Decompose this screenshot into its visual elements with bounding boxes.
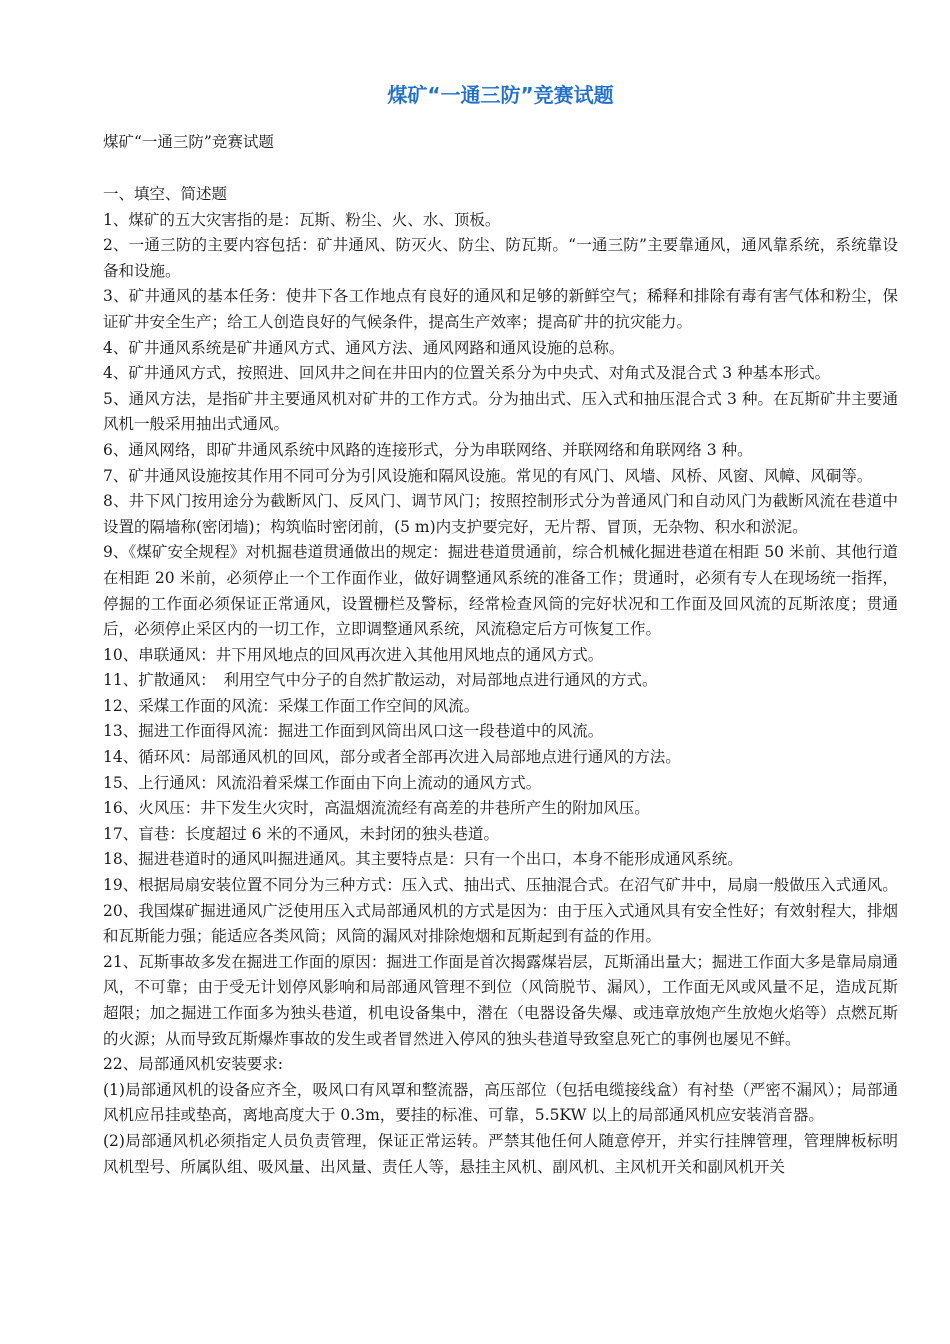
paragraph: 7、矿井通风设施按其作用不同可分为引风设施和隔风设施。常见的有风门、风墙、风桥、风窗、风幛、风硐等。 [103, 466, 873, 485]
document-subtitle: 煤矿“一通三防”竞赛试题 [103, 133, 274, 151]
paragraph: 16、火风压：井下发生火灾时，高温烟流流经有高差的井巷所产生的附加风压。 [103, 799, 650, 818]
document-title: 煤矿“一通三防”竞赛试题 [387, 83, 614, 107]
paragraph: 20、我国煤矿掘进通风广泛使用压入式局部通风机的方式是因为：由于压入式通风具有安全性好；有效射程大，排烟和瓦斯能力强；能适应各类风筒；风筒的漏风对排除炮烟和瓦斯起到有益的作用。 [103, 901, 898, 946]
paragraph: 21、瓦斯事故多发在掘进工作面的原因：掘进工作面是首次揭露煤岩层，瓦斯涌出量大；掘进工作面大多是靠局扇通风，不可靠；由于受无计划停风影响和局部通风管理不到位（风筒脱节、漏风），工作面无风或风量不足，造成瓦斯超限；加之掘进工作面多为独头巷道，机电设备集中，潜在（电器设备失爆、或违章放炮产生放炮火焰等）点燃瓦斯的火源；从而导致瓦斯爆炸事故的发生或者冒然进入停风的独头巷道导致窒息死亡的事例也屡见不鲜。 [103, 952, 898, 1048]
paragraph: 9、《煤矿安全规程》对机掘巷道贯通做出的规定：掘进巷道贯通前，综合机械化掘进巷道在相距 50 米前、其他行道在相距 20 米前，必须停止一个工作面作业，做好调整通风系统的准备工作；贯通时，必须有专人在现场统一指挥，停掘的工作面必须保证正常通风，设置栅栏及警标，经常检查风筒的完好状况和工作面及回风流的瓦斯浓度；贯通后，必须停止采区内的一切工作，立即调整通风系统，风流稳定后方可恢复工作。 [103, 543, 898, 639]
paragraph: 19、根据局扇安装位置不同分为三种方式：压入式、抽出式、压抽混合式。在沼气矿井中，局扇一般做压入式通风。 [103, 876, 898, 895]
paragraph: 1、煤矿的五大灾害指的是：瓦斯、粉尘、火、水、顶板。 [103, 210, 501, 229]
blank-line [103, 156, 898, 182]
paragraph: 10、串联通风：井下用风地点的回风再次进入其他用风地点的通风方式。 [103, 645, 604, 664]
paragraph: 6、通风网络，即矿井通风系统中风路的连接形式，分为串联网络、并联网络和角联网络 3 种。 [103, 440, 753, 459]
paragraph: 4、矿井通风系统是矿井通风方式、通风方法、通风网路和通风设施的总称。 [103, 338, 625, 357]
paragraph: 11、扩散通风： 利用空气中分子的自然扩散运动，对局部地点进行通风的方式。 [103, 671, 658, 690]
paragraph: 12、采煤工作面的风流：采煤工作面工作空间的风流。 [103, 696, 480, 715]
paragraph: 14、循环风：局部通风机的回风，部分或者全部再次进入局部地点进行通风的方法。 [103, 748, 681, 767]
section-heading: 一、填空、简述题 [103, 185, 228, 203]
paragraph: 15、上行通风：风流沿着采煤工作面由下向上流动的通风方式。 [103, 773, 542, 792]
paragraph: 18、掘进巷道时的通风叫掘进通风。其主要特点是：只有一个出口，本身不能形成通风系统。 [103, 850, 743, 869]
paragraph: (1)局部通风机的设备应齐全，吸风口有风罩和整流器，高压部位（包括电缆接线盒）有衬垫（严密不漏风）；局部通风机应吊挂或垫高，离地高度大于 0.3m，要挂的标准、可靠，5.5KW 以上的局部通风机应安装消音器。 [103, 1080, 898, 1125]
paragraph: (2)局部通风机必须指定人员负责管理，保证正常运转。严禁其他任何人随意停开，并实行挂牌管理，管理牌板标明风机型号、所属队组、吸风量、出风量、责任人等，悬挂主风机、副风机、主风机开关和副风机开关 [103, 1131, 898, 1176]
document-page [103, 0, 898, 1180]
paragraph: 22、局部通风机安装要求: [103, 1055, 283, 1074]
paragraph: 4、矿井通风方式，按照进、回风井之间在井田内的位置关系分为中央式、对角式及混合式 3 种基本形式。 [103, 364, 831, 383]
paragraph: 8、井下风门按用途分为截断风门、反风门、调节风门；按照控制形式分为普通风门和自动风门为截断风流在巷道中设置的隔墙称(密闭墙)；构筑临时密闭前，(5 m)内支护要完好，无片帮、冒顶，无杂物、积水和淤泥。 [103, 492, 898, 536]
paragraph: 5、通风方法，是指矿井主要通风机对矿井的工作方式。分为抽出式、压入式和抽压混合式 3 种。在瓦斯矿井主要通风机一般采用抽出式通风。 [103, 389, 898, 434]
paragraph-list [103, 208, 898, 1181]
paragraph: 13、掘进工作面得风流：掘进工作面到风筒出风口这一段巷道中的风流。 [103, 722, 604, 741]
paragraph: 3、矿井通风的基本任务：使井下各工作地点有良好的通风和足够的新鲜空气；稀释和排除有毒有害气体和粉尘，保证矿井安全生产；给工人创造良好的气候条件，提高生产效率；提高矿井的抗灾能力。 [103, 287, 898, 331]
paragraph: 17、盲巷：长度超过 6 米的不通风，未封闭的独头巷道。 [103, 824, 499, 843]
paragraph: 2、一通三防的主要内容包括：矿井通风、防灭火、防尘、防瓦斯。“一通三防”主要靠通风，通风靠系统，系统靠设备和设施。 [103, 236, 898, 280]
